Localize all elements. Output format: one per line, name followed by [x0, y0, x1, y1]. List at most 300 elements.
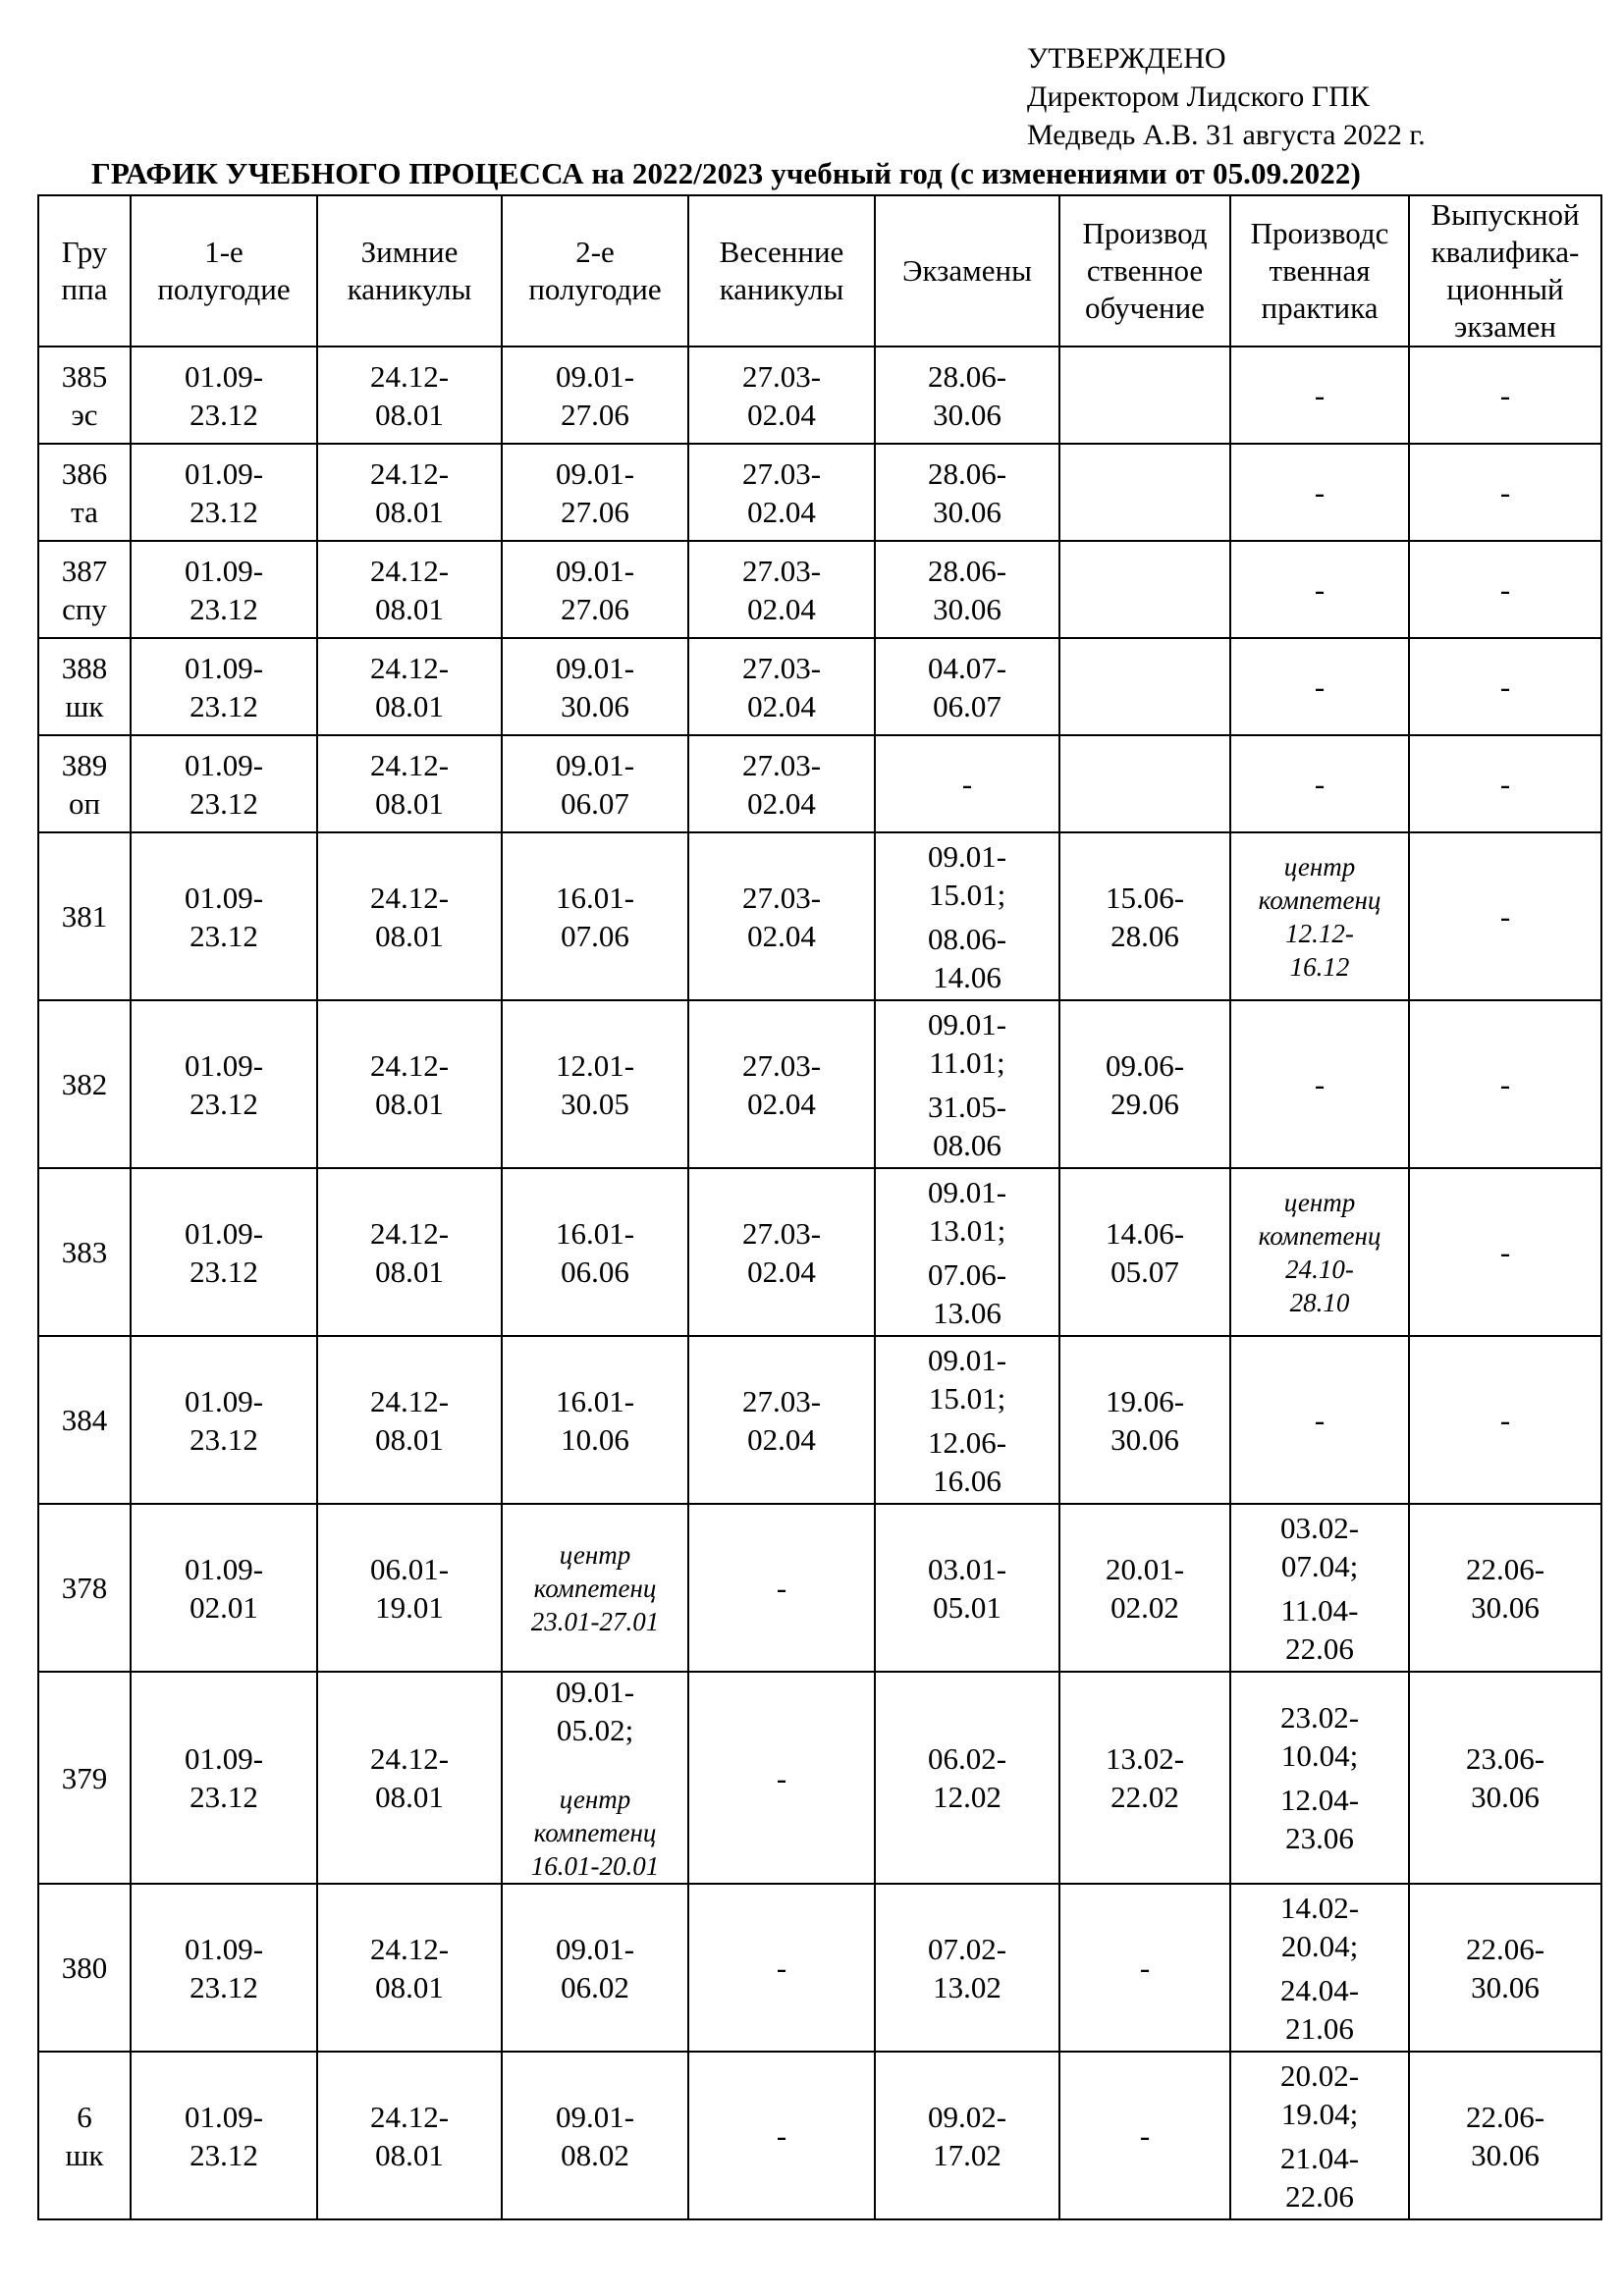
cell-line: 30.06	[1471, 1780, 1540, 1814]
cell-line: 06.07	[561, 785, 629, 821]
cell-line: -	[1499, 1067, 1511, 1101]
cell-first-half	[131, 832, 317, 1000]
cell-first-half	[131, 1000, 317, 1168]
cell-first-half	[131, 735, 317, 832]
cell-line: 22.06	[1285, 2178, 1354, 2214]
cell-line: 28.06	[1110, 918, 1179, 953]
cell-line: 01.09-	[184, 455, 264, 491]
cell-line: 06.02	[561, 1969, 629, 2004]
cell-spring-break	[688, 1000, 875, 1168]
header-first-half	[131, 195, 317, 347]
cell-group	[38, 1884, 131, 2052]
cell-line: -	[1314, 475, 1326, 509]
cell-exams	[875, 1336, 1059, 1504]
cell-line: 14.06	[933, 959, 1001, 994]
cell-line: 08.01	[375, 1086, 444, 1121]
header-line: твенная	[1269, 253, 1371, 288]
approval-stamp	[1027, 39, 1426, 154]
cell-line: 09.01-	[555, 747, 635, 782]
cell-line: 11.01;	[929, 1044, 1005, 1080]
cell-winter-break	[317, 2052, 502, 2219]
cell-line: 03.01-	[927, 1551, 1007, 1586]
cell-line: 02.04	[747, 918, 816, 953]
cell-group	[38, 1672, 131, 1884]
cell-line: 20.01-	[1105, 1551, 1185, 1586]
cell-line: -	[1499, 767, 1511, 801]
cell-line: 16.01-	[555, 880, 635, 915]
cell-line: -	[1314, 378, 1326, 412]
cell-line: 08.01	[375, 1421, 444, 1457]
cell-line: -	[1314, 1403, 1326, 1437]
cell-production-practice	[1230, 444, 1409, 541]
cell-second-half	[502, 832, 688, 1000]
header-line: обучение	[1085, 291, 1205, 325]
cell-production-practice	[1230, 1000, 1409, 1168]
cell-production-practice	[1230, 1672, 1409, 1884]
cell-line: компетенц	[1258, 884, 1381, 915]
cell-line: 23.06	[1285, 1821, 1354, 1855]
cell-line: 16.06	[933, 1463, 1001, 1498]
cell-exams	[875, 832, 1059, 1000]
cell-line: 08.01	[375, 494, 444, 529]
table-row	[38, 541, 1601, 638]
cell-line: 02.04	[747, 591, 816, 626]
cell-final-exam	[1409, 2052, 1601, 2219]
cell-production-practice	[1230, 1504, 1409, 1672]
cell-line: 30.06	[1471, 1589, 1540, 1625]
cell-line: 24.12-	[369, 2099, 450, 2134]
cell-winter-break	[317, 1884, 502, 2052]
cell-line: 31.05-	[927, 1089, 1007, 1124]
header-line: 2-е	[575, 235, 615, 269]
cell-line: 19.04;	[1280, 2096, 1359, 2131]
cell-line: 388	[61, 650, 108, 685]
cell-line: 23.12	[189, 1969, 258, 2004]
cell-production-training	[1059, 347, 1230, 444]
cell-spring-break	[688, 541, 875, 638]
cell-line: 08.06	[933, 1127, 1001, 1162]
spacer	[503, 1749, 687, 1783]
header-line: Экзамены	[902, 253, 1032, 288]
table-row	[38, 1672, 1601, 1884]
cell-second-half	[502, 444, 688, 541]
cell-line: оп	[68, 785, 101, 821]
cell-line: 27.03-	[741, 650, 822, 685]
cell-line: -	[1499, 1235, 1511, 1269]
cell-line: 380	[61, 1950, 108, 1985]
cell-line: 13.02-	[1105, 1741, 1185, 1776]
cell-spring-break	[688, 347, 875, 444]
cell-first-half	[131, 1504, 317, 1672]
header-line: полугодие	[528, 272, 662, 306]
cell-first-half	[131, 1336, 317, 1504]
cell-line: -	[776, 1571, 787, 1605]
cell-line: компетенц	[533, 1573, 657, 1603]
cell-line: 02.04	[747, 688, 816, 723]
cell-production-training	[1059, 1168, 1230, 1336]
cell-line: 09.01-	[555, 650, 635, 685]
cell-line: 23.12	[189, 397, 258, 432]
cell-production-practice	[1230, 1884, 1409, 2052]
cell-exams	[875, 444, 1059, 541]
table-row	[38, 735, 1601, 832]
cell-line: 28.10	[1289, 1287, 1350, 1317]
cell-line: 6	[77, 2099, 92, 2134]
cell-second-half	[502, 1504, 688, 1672]
cell-production-training	[1059, 1672, 1230, 1884]
cell-line: -	[776, 1760, 787, 1795]
cell-line: 09.01-	[927, 1342, 1007, 1377]
cell-line: 06.07	[933, 688, 1001, 723]
cell-line: 24.12-	[369, 650, 450, 685]
cell-spring-break	[688, 1336, 875, 1504]
cell-second-half	[502, 1168, 688, 1336]
cell-final-exam	[1409, 1884, 1601, 2052]
cell-line: 17.02	[933, 2137, 1001, 2172]
cell-production-practice	[1230, 1336, 1409, 1504]
cell-line: 27.03-	[741, 455, 822, 491]
cell-line: 27.03-	[741, 358, 822, 394]
cell-second-half	[502, 1336, 688, 1504]
cell-line: эс	[71, 397, 98, 432]
cell-line: 12.01-	[555, 1047, 635, 1083]
cell-line: 386	[61, 455, 108, 491]
table-row	[38, 1336, 1601, 1504]
cell-line: 30.06	[933, 397, 1001, 432]
cell-exams	[875, 2052, 1059, 2219]
table-body	[38, 347, 1601, 2219]
cell-line: 01.09-	[184, 1383, 264, 1418]
cell-spring-break	[688, 444, 875, 541]
cell-winter-break	[317, 541, 502, 638]
cell-group	[38, 1504, 131, 1672]
cell-production-training	[1059, 1504, 1230, 1672]
cell-line: 27.06	[561, 591, 629, 626]
cell-second-half	[502, 2052, 688, 2219]
header-line: экзамен	[1454, 309, 1556, 344]
cell-line: 24.12-	[369, 1383, 450, 1418]
cell-line: 379	[61, 1760, 108, 1795]
cell-line: 30.05	[561, 1086, 629, 1121]
cell-first-half	[131, 444, 317, 541]
cell-spring-break	[688, 1672, 875, 1884]
cell-line: 08.01	[375, 688, 444, 723]
cell-second-half	[502, 1000, 688, 1168]
cell-line: -	[1314, 572, 1326, 607]
header-group	[38, 195, 131, 347]
cell-line: та	[71, 494, 98, 529]
cell-final-exam	[1409, 1168, 1601, 1336]
header-line: полугодие	[157, 272, 291, 306]
cell-line: 01.09-	[184, 880, 264, 915]
cell-second-half	[502, 1884, 688, 2052]
cell-line: центр	[1283, 851, 1356, 881]
cell-line: 06.06	[561, 1254, 629, 1289]
table-row	[38, 1884, 1601, 2052]
cell-final-exam	[1409, 444, 1601, 541]
table-row	[38, 832, 1601, 1000]
cell-production-training	[1059, 1336, 1230, 1504]
cell-exams	[875, 1168, 1059, 1336]
cell-line: 24.12-	[369, 358, 450, 394]
cell-first-half	[131, 347, 317, 444]
header-second-half	[502, 195, 688, 347]
cell-line: 24.12-	[369, 553, 450, 588]
cell-group	[38, 541, 131, 638]
cell-spring-break	[688, 832, 875, 1000]
cell-group	[38, 735, 131, 832]
document-title: ГРАФИК УЧЕБНОГО ПРОЦЕССА на 2022/2023 учебный год (с изменениями от 05.09.2022)	[91, 156, 1361, 190]
cell-line: 08.01	[375, 785, 444, 821]
cell-line: 02.02	[1110, 1589, 1179, 1625]
cell-exams	[875, 1672, 1059, 1884]
cell-first-half	[131, 1884, 317, 2052]
cell-line: 28.06-	[927, 358, 1007, 394]
cell-line: 09.01-	[927, 838, 1007, 874]
cell-spring-break	[688, 1504, 875, 1672]
cell-line: 30.06	[1471, 1969, 1540, 2004]
cell-line: 383	[61, 1235, 108, 1269]
cell-line: 08.01	[375, 397, 444, 432]
cell-production-training	[1059, 541, 1230, 638]
cell-line: шк	[65, 2137, 104, 2172]
cell-winter-break	[317, 638, 502, 735]
cell-line: 02.04	[747, 785, 816, 821]
cell-production-training	[1059, 832, 1230, 1000]
cell-line: 16.01-	[555, 1215, 635, 1251]
header-line: Выпускной	[1431, 197, 1580, 232]
cell-winter-break	[317, 1000, 502, 1168]
cell-second-half	[502, 638, 688, 735]
cell-line: 23.12	[189, 918, 258, 953]
header-production-training	[1059, 195, 1230, 347]
cell-first-half	[131, 541, 317, 638]
cell-line: 23.12	[189, 494, 258, 529]
cell-line: 23.02-	[1279, 1700, 1360, 1735]
cell-line: 01.09-	[184, 1551, 264, 1586]
cell-line: 08.06-	[927, 921, 1007, 956]
cell-production-training	[1059, 1884, 1230, 2052]
cell-second-half	[502, 1672, 688, 1884]
cell-line: 14.02-	[1279, 1890, 1360, 1925]
cell-winter-break	[317, 444, 502, 541]
cell-second-half	[502, 541, 688, 638]
cell-line: 06.01-	[369, 1551, 450, 1586]
cell-production-practice	[1230, 541, 1409, 638]
cell-line: 05.01	[933, 1589, 1001, 1625]
cell-line: -	[1499, 669, 1511, 704]
cell-line: 22.02	[1110, 1780, 1179, 1814]
table-row	[38, 347, 1601, 444]
cell-line: 12.12-	[1285, 918, 1354, 948]
cell-line: -	[1499, 378, 1511, 412]
schedule-table	[37, 194, 1602, 2220]
cell-line: 30.06	[933, 494, 1001, 529]
cell-winter-break	[317, 347, 502, 444]
cell-line: 23.12	[189, 688, 258, 723]
cell-winter-break	[317, 1336, 502, 1504]
cell-line: 387	[61, 553, 108, 588]
cell-winter-break	[317, 1672, 502, 1884]
cell-production-practice	[1230, 735, 1409, 832]
cell-production-training	[1059, 444, 1230, 541]
cell-exams	[875, 638, 1059, 735]
cell-production-training	[1059, 638, 1230, 735]
cell-line: 24.12-	[369, 455, 450, 491]
cell-line: 15.01;	[928, 877, 1006, 912]
cell-line: 22.06-	[1465, 2099, 1545, 2134]
cell-line: -	[1314, 669, 1326, 704]
header-line: ппа	[61, 272, 108, 306]
cell-spring-break	[688, 2052, 875, 2219]
cell-line: -	[1499, 572, 1511, 607]
header-line: каникулы	[347, 272, 472, 306]
cell-line: -	[1314, 767, 1326, 801]
table-row	[38, 1000, 1601, 1168]
cell-line: 23.12	[189, 1421, 258, 1457]
cell-line: компетенц	[533, 1818, 657, 1847]
cell-line: 09.01-	[555, 455, 635, 491]
header-line: Производс	[1250, 216, 1389, 250]
approval-line-3: Медведь А.В. 31 августа 2022 г.	[1027, 119, 1426, 151]
cell-second-half	[502, 347, 688, 444]
header-line: Зимние	[360, 235, 459, 269]
cell-line: 389	[61, 747, 108, 782]
cell-line: 24.12-	[369, 1741, 450, 1776]
cell-line: 30.06	[561, 688, 629, 723]
cell-line: 23.12	[189, 1086, 258, 1121]
cell-line: 09.01-	[927, 1006, 1007, 1041]
cell-line: 08.01	[375, 1969, 444, 2004]
cell-line: 08.01	[375, 918, 444, 953]
cell-line: 27.03-	[741, 1383, 822, 1418]
cell-line: 07.06	[561, 918, 629, 953]
cell-final-exam	[1409, 541, 1601, 638]
cell-line: 23.12	[189, 591, 258, 626]
cell-line: 24.10-	[1285, 1254, 1354, 1284]
cell-line: 29.06	[1110, 1086, 1179, 1121]
cell-line: 23.01-27.01	[530, 1606, 660, 1636]
cell-spring-break	[688, 638, 875, 735]
header-line: ственное	[1086, 253, 1204, 288]
cell-final-exam	[1409, 1000, 1601, 1168]
cell-winter-break	[317, 1504, 502, 1672]
cell-final-exam	[1409, 1336, 1601, 1504]
header-production-practice	[1230, 195, 1409, 347]
cell-line: 01.09-	[184, 1741, 264, 1776]
cell-line: 15.01;	[928, 1380, 1006, 1415]
cell-exams	[875, 1000, 1059, 1168]
cell-production-practice	[1230, 347, 1409, 444]
cell-line: 27.03-	[741, 1215, 822, 1251]
header-winter-break	[317, 195, 502, 347]
table-row	[38, 638, 1601, 735]
cell-line: 22.06	[1285, 1630, 1354, 1666]
cell-line: 01.09-	[184, 1047, 264, 1083]
cell-line: 21.04-	[1279, 2140, 1360, 2175]
cell-production-practice	[1230, 832, 1409, 1000]
cell-line: 23.12	[189, 1780, 258, 1814]
cell-line: 01.09-	[184, 1931, 264, 1966]
cell-spring-break	[688, 735, 875, 832]
approval-line-2: Директором Лидского ГПК	[1027, 80, 1370, 113]
cell-line: 378	[61, 1571, 108, 1605]
cell-line: 02.01	[189, 1589, 258, 1625]
cell-line: 04.07-	[927, 650, 1007, 685]
cell-line: 27.03-	[741, 747, 822, 782]
header-exams	[875, 195, 1059, 347]
header-line: ционный	[1446, 272, 1564, 306]
cell-production-practice	[1230, 2052, 1409, 2219]
cell-line: спу	[62, 591, 107, 626]
cell-line: 09.01-	[555, 553, 635, 588]
table-row	[38, 1168, 1601, 1336]
cell-line: -	[1314, 1067, 1326, 1101]
cell-line: 28.06-	[927, 455, 1007, 491]
cell-line: 24.12-	[369, 880, 450, 915]
cell-line: 27.03-	[741, 553, 822, 588]
cell-line: 07.02-	[927, 1931, 1007, 1966]
cell-first-half	[131, 1168, 317, 1336]
cell-line: 12.02	[933, 1780, 1001, 1814]
cell-line: 03.02-	[1279, 1510, 1360, 1545]
cell-final-exam	[1409, 1672, 1601, 1884]
cell-line: 30.06	[1110, 1421, 1179, 1457]
header-line: Производ	[1082, 216, 1208, 250]
cell-winter-break	[317, 832, 502, 1000]
cell-line: 24.12-	[369, 1931, 450, 1966]
cell-line: 01.09-	[184, 1215, 264, 1251]
cell-production-practice	[1230, 1168, 1409, 1336]
cell-line: 30.06	[933, 591, 1001, 626]
cell-line: 30.06	[1471, 2137, 1540, 2172]
cell-line: компетенц	[1258, 1220, 1381, 1251]
cell-line: 14.06-	[1105, 1215, 1185, 1251]
cell-line: 19.01	[375, 1589, 444, 1625]
cell-spring-break	[688, 1168, 875, 1336]
cell-line: 09.01-	[927, 1174, 1007, 1209]
cell-line: -	[961, 767, 973, 801]
cell-line: 02.04	[747, 494, 816, 529]
cell-production-training	[1059, 1000, 1230, 1168]
cell-line: 02.04	[747, 1254, 816, 1289]
cell-production-training	[1059, 735, 1230, 832]
cell-second-half	[502, 735, 688, 832]
cell-line: 23.12	[189, 1254, 258, 1289]
cell-group	[38, 2052, 131, 2219]
cell-line: 10.06	[561, 1421, 629, 1457]
cell-line: 23.12	[189, 785, 258, 821]
cell-line: 15.06-	[1105, 880, 1185, 915]
cell-first-half	[131, 2052, 317, 2219]
header-line: каникулы	[719, 272, 844, 306]
header-line: практика	[1261, 291, 1379, 325]
cell-spring-break	[688, 1884, 875, 2052]
cell-line: 06.02-	[927, 1741, 1007, 1776]
cell-line: 13.06	[933, 1295, 1001, 1330]
cell-group	[38, 347, 131, 444]
cell-line: 27.06	[561, 494, 629, 529]
cell-line: -	[776, 2118, 787, 2153]
cell-line: 16.01-	[555, 1383, 635, 1418]
cell-group	[38, 1336, 131, 1504]
cell-production-practice	[1230, 638, 1409, 735]
cell-line: 16.12	[1289, 951, 1350, 982]
cell-line: 10.04;	[1280, 1738, 1359, 1773]
cell-line: 13.02	[933, 1969, 1001, 2004]
cell-line: -	[1139, 2118, 1151, 2153]
cell-line: 01.09-	[184, 553, 264, 588]
